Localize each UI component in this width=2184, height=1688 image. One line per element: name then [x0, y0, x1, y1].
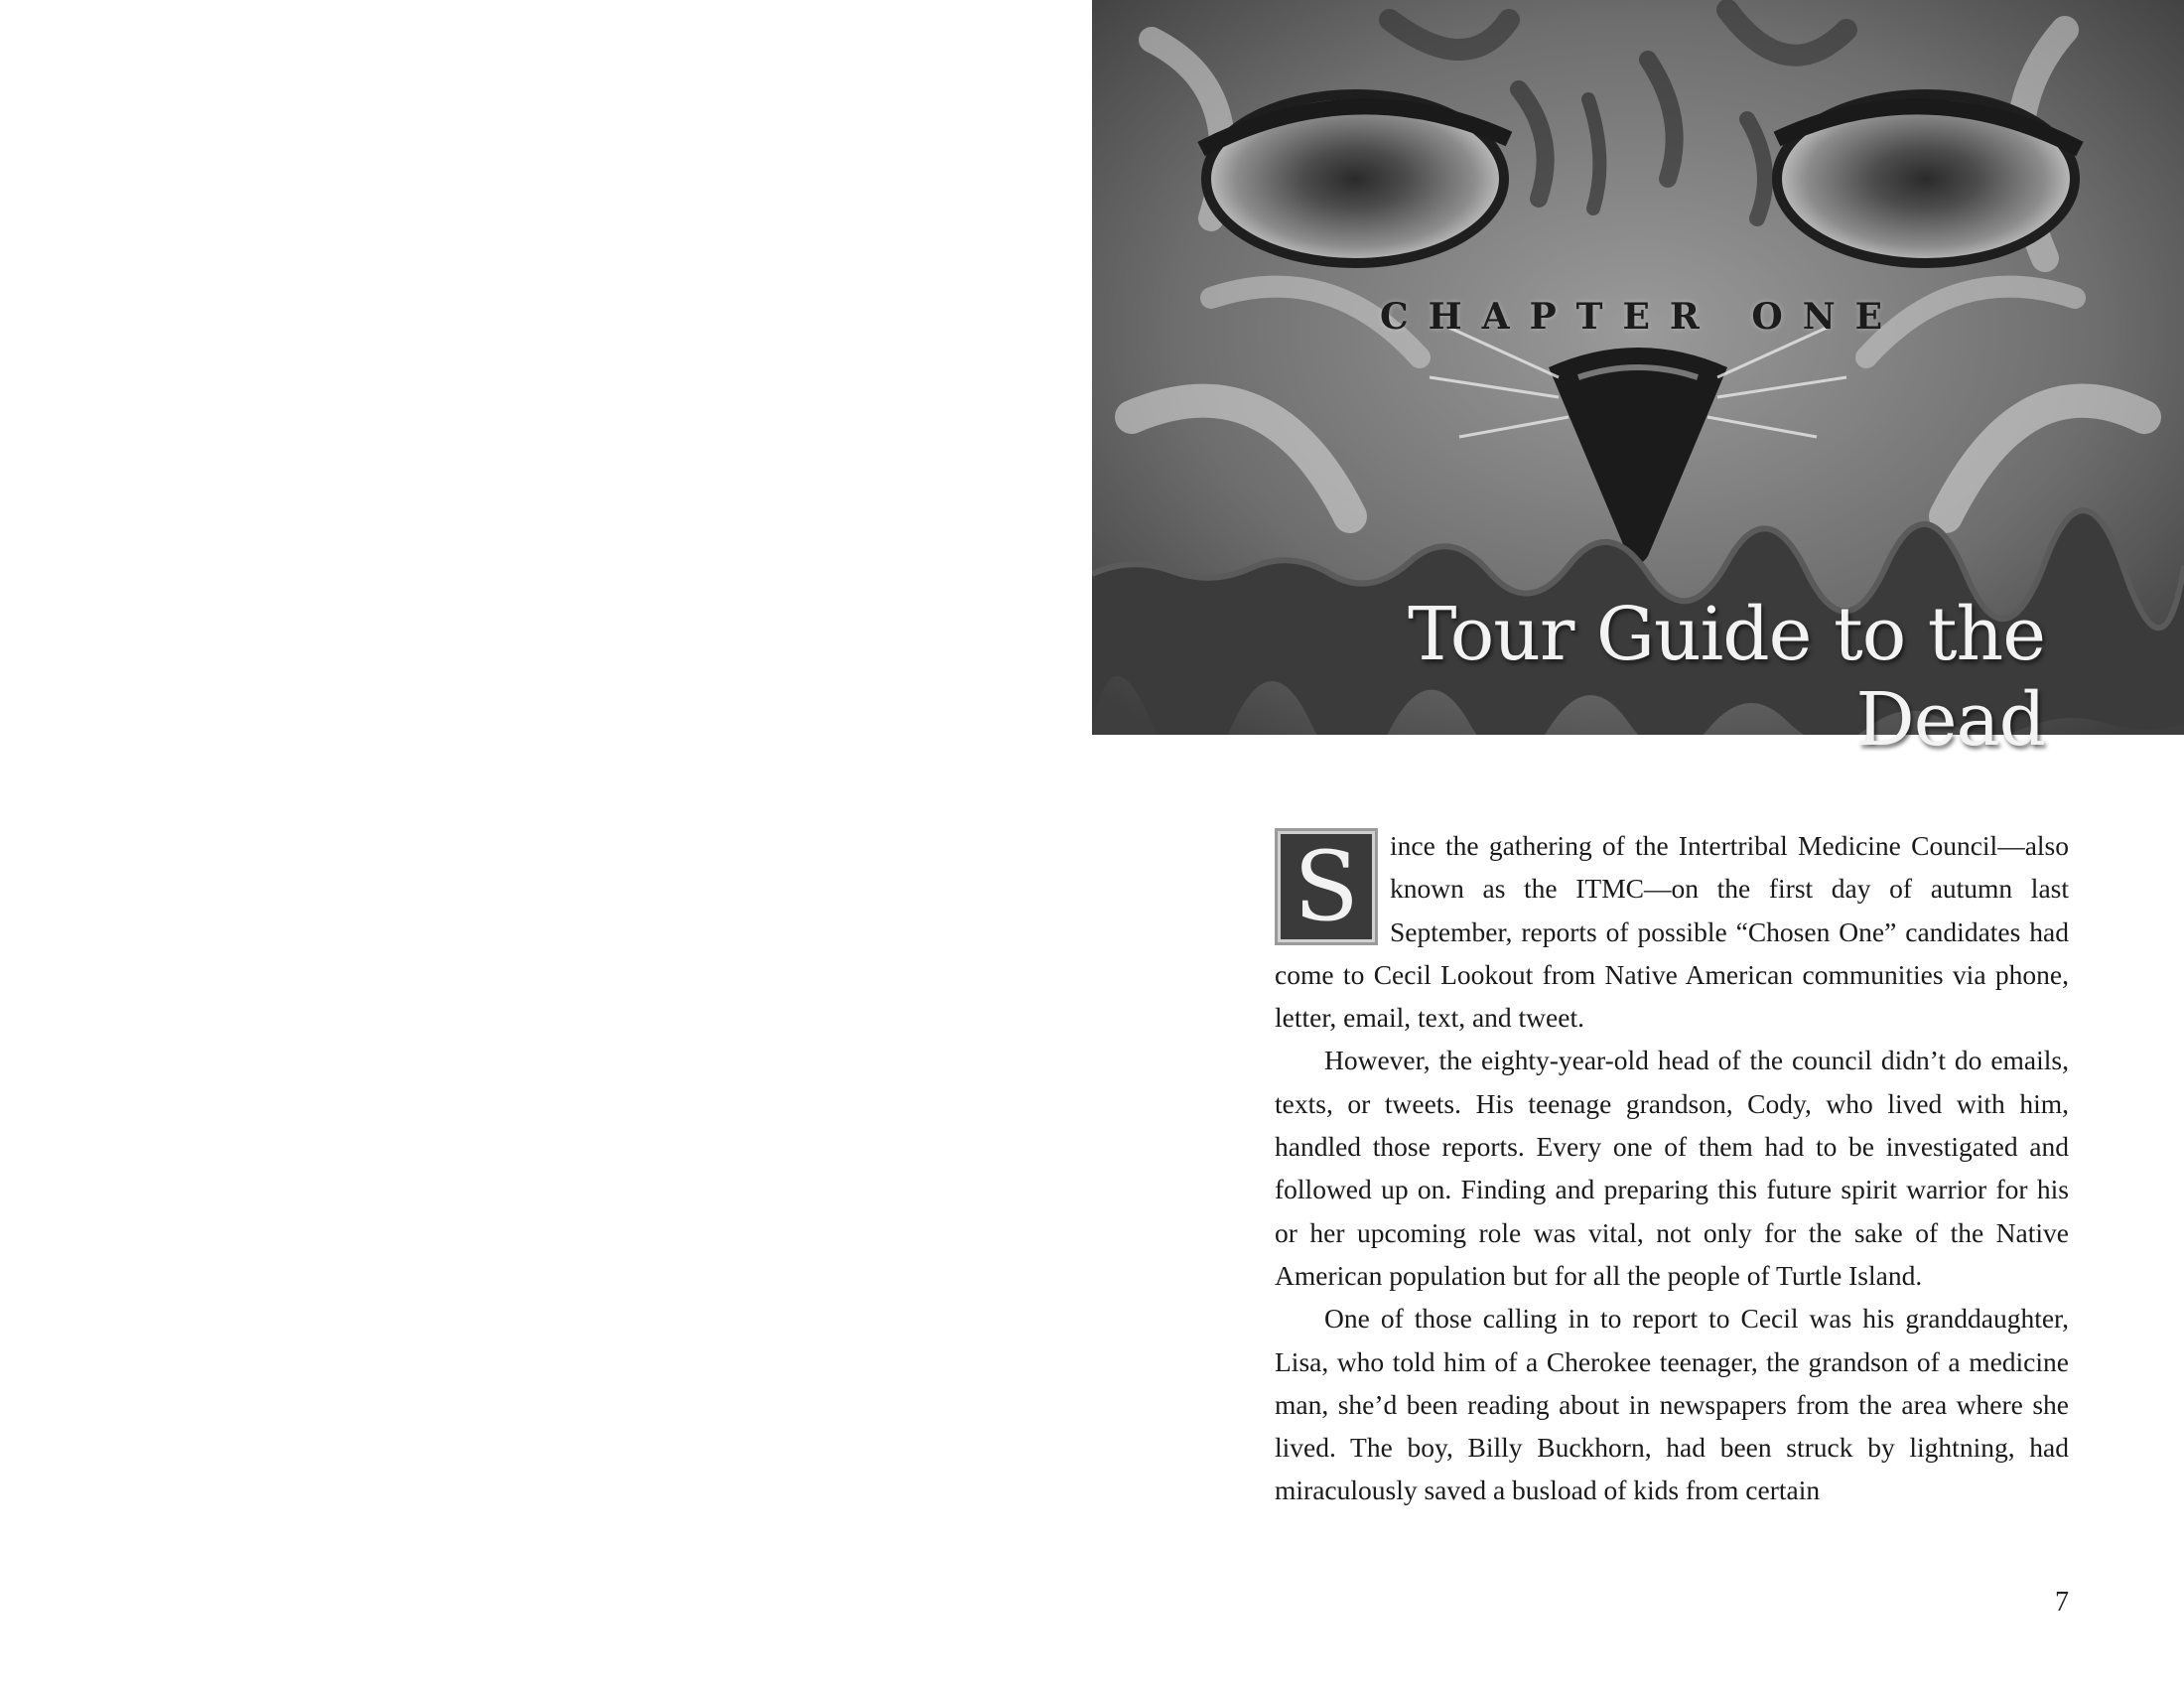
- chapter-label: CHAPTER ONE: [1380, 296, 1903, 338]
- right-eye: [1777, 94, 2080, 263]
- paragraph-2: However, the eighty-year-old head of the council didn’t do emails, texts, or tweets. His teenage grandson, Cody, who lived with him, handled those reports. Every one of them had to be investigated and followed up on. Finding and preparing this future spirit warrior for his or her upcoming role was vital, not only for the sake of the Native American population but for all the people of Turtle Island.: [1275, 1045, 2069, 1291]
- body-text: [1275, 824, 2069, 1512]
- paragraph-1: ince the gathering of the Intertribal Medicine Council—also known as the ITMC—on the first day of autumn last September, reports of possible “Chosen One” candidates had come to Cecil Lookout from Native American communities via phone, letter, email, text, and tweet.: [1275, 830, 2069, 1034]
- left-eye: [1201, 94, 1509, 263]
- page-number: 7: [2055, 1587, 2069, 1618]
- drop-cap: [1275, 828, 1378, 945]
- drop-cap-letter: S: [1281, 834, 1372, 939]
- chapter-title: Tour Guide to the Dead: [1408, 592, 2045, 763]
- paragraph-3: One of those calling in to report to Cecil was his granddaughter, Lisa, who told him of a Cherokee teenager, the grandson of a medicine man, she’d been reading about in newspapers from the area where she lived. The boy, Billy Buckhorn, had been struck by lightning, had miraculously saved a busload of kids from certain: [1275, 1303, 2069, 1506]
